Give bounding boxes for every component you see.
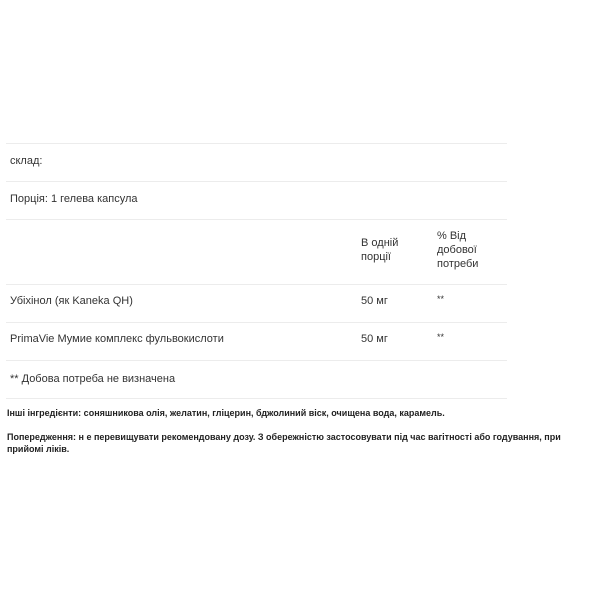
daily-value-header: % Від добової потреби xyxy=(437,230,479,270)
ingredient-dv: ** xyxy=(437,294,445,304)
serving-size: Порція: 1 гелева капсула xyxy=(10,193,138,205)
header-row xyxy=(6,219,507,284)
serving-row xyxy=(6,181,507,219)
ingredient-amount: 50 мг xyxy=(361,333,388,345)
other-ingredients: Інші інгредієнти: соняшникова олія, желатин, гліцерин, бджолиний віск, очищена вода, карамель. xyxy=(7,408,445,418)
table-row xyxy=(6,322,507,360)
footnote-row xyxy=(6,360,507,399)
composition-label: склад: xyxy=(10,155,43,167)
supplement-facts-table xyxy=(6,143,507,399)
ingredient-amount: 50 мг xyxy=(361,295,388,307)
warning-text: Попередження: н е перевищувати рекомендовану дозу. З обережністю застосовувати під час вагітності або годування, при прийомі ліків. xyxy=(7,432,561,454)
per-serving-header: В одній порції xyxy=(361,237,399,263)
ingredient-name: PrimaVie Мумие комплекс фульвокислоти xyxy=(10,333,224,345)
table-row xyxy=(6,284,507,322)
ingredient-name: Убіхінол (як Kaneka QH) xyxy=(10,295,133,307)
composition-row xyxy=(6,143,507,181)
footnote: ** Добова потреба не визначена xyxy=(10,373,176,385)
ingredient-dv: ** xyxy=(437,332,445,342)
